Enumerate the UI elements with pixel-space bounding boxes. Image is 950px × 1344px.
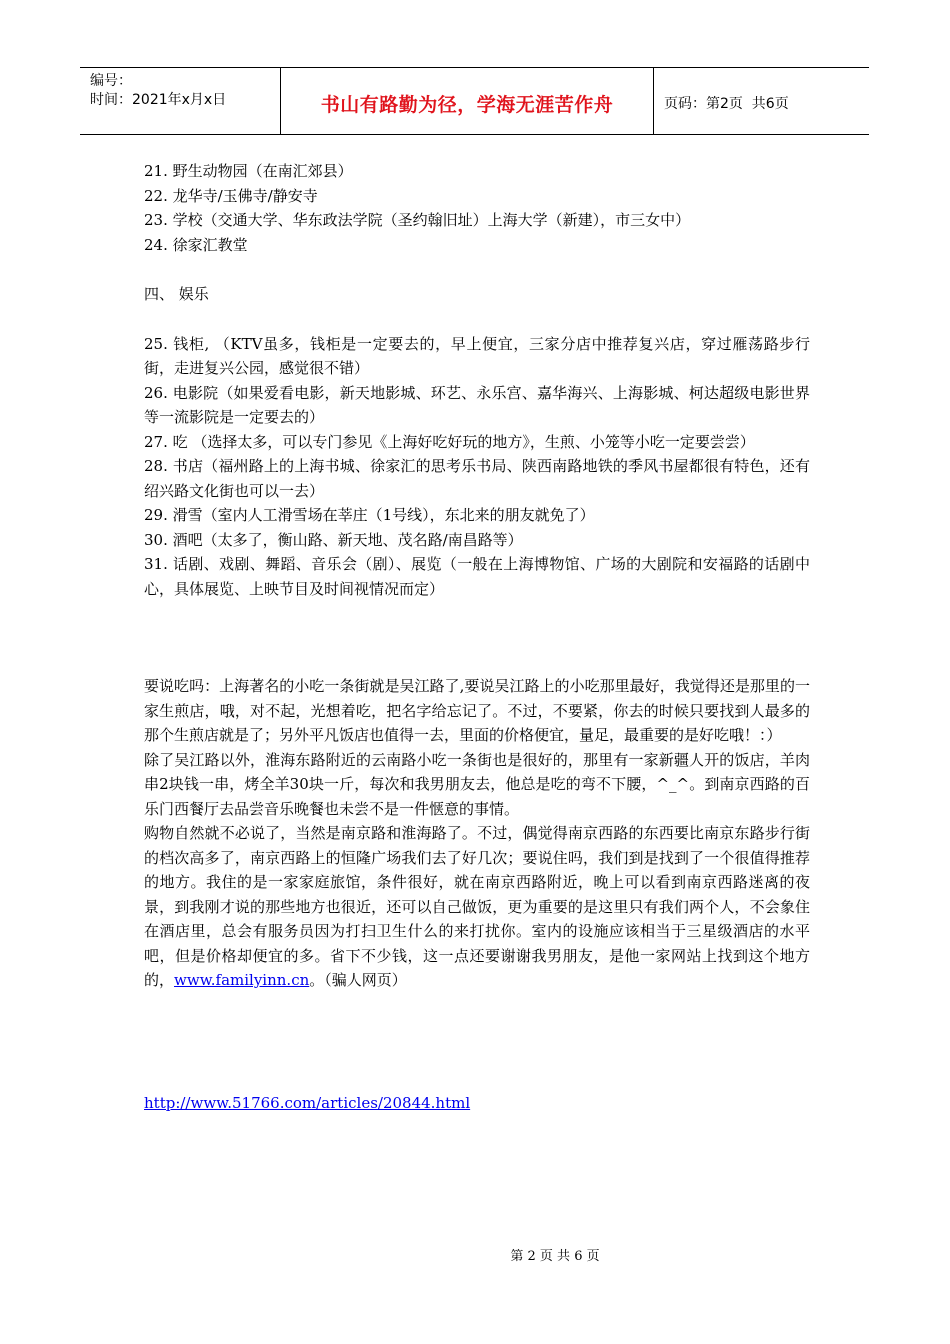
source-link[interactable]: http://www.51766.com/articles/20844.html — [144, 1093, 471, 1112]
section-heading: 四、 娱乐 — [144, 285, 209, 303]
shopping-text-end: 。（骗人网页） — [309, 971, 407, 989]
list-item: 31. 话剧、戏剧、舞蹈、音乐会（剧）、展览（一般在上海博物馆、广场的大剧院和安福路的话剧中心，具体展览、上映节目及时间视情况而定） — [144, 555, 810, 598]
list-item: 27. 吃 （选择太多，可以专门参见《上海好吃好玩的地方》，生煎、小笼等小吃一定要尝尝） — [144, 432, 755, 451]
header-motto: 书山有路勤为径，学海无涯苦作舟 — [281, 68, 654, 134]
list-item: 28. 书店（福州路上的上海书城、徐家汇的思考乐书局、陕西南路地铁的季风书屋都很有特色，还有绍兴路文化街也可以一去） — [144, 457, 810, 500]
list-item: 24. 徐家汇教堂 — [144, 235, 248, 254]
header-meta — [80, 68, 281, 134]
page-info-text: 页码：第2页 共6页 — [664, 96, 789, 112]
list-item: 26. 电影院（如果爱看电影，新天地影城、环艺、永乐宫、嘉华海兴、上海影城、柯达超级电影世界等一流影院是一定要去的） — [144, 383, 810, 426]
food-paragraph-2: 除了吴江路以外，淮海东路附近的云南路小吃一条街也是很好的，那里有一家新疆人开的饭店，羊肉串2块钱一串，烤全羊30块一斤，每次和我男朋友去，他总是吃的弯不下腰，^_^。到南京西路的百乐门西餐厅去品尝音乐晚餐也未尝不是一件惬意的事情。 — [144, 750, 810, 818]
header-page-info — [654, 68, 869, 134]
list-item: 25. 钱柜, （KTV虽多，钱柜是一定要去的，早上便宜，三家分店中推荐复兴店，穿过雁荡路步行街，走进复兴公园，感觉很不错） — [144, 334, 810, 377]
page-footer: 第 2 页 共 6 页 — [510, 1249, 600, 1264]
number-label: 编号： — [90, 73, 132, 89]
shopping-paragraph — [144, 821, 810, 993]
time-label: 时间：2021年x月x日 — [90, 92, 227, 108]
list-item: 21. 野生动物园（在南汇郊县） — [144, 162, 353, 180]
shopping-text: 购物自然就不必说了，当然是南京路和淮海路了。不过，偶觉得南京西路的东西要比南京东路步行街的档次高多了，南京西路上的恒隆广场我们去了好几次；要说住吗，我们到是找到了一个很值得推荐的地方。我住的是一家家庭旅馆，条件很好，就在南京西路附近，晚上可以看到南京西路迷离的夜景，到我刚才说的那些地方也很近，还可以自己做饭，更为重要的是这里只有我们两个人，不会象住在酒店里，总会有服务员因为打扫卫生什么的来打扰你。室内的设施应该相当于三星级酒店的水平吧，但是价格却便宜的多。省下不少钱，这一点还要谢谢我男朋友，是他一家网站上找到这个地方的， — [144, 824, 810, 989]
list-item: 23. 学校（交通大学、华东政法学院（圣约翰旧址）上海大学（新建），市三女中） — [144, 211, 691, 229]
list-item: 29. 滑雪（室内人工滑雪场在莘庄（1号线），东北来的朋友就免了） — [144, 506, 595, 524]
page-header — [80, 67, 869, 135]
food-paragraph: 要说吃吗：上海著名的小吃一条街就是吴江路了,要说吴江路上的小吃那里最好，我觉得还是那里的一家生煎店，哦，对不起，光想着吃，把名字给忘记了。不过，不要紧，你去的时候只要找到人最多的那个生煎店就是了；另外平凡饭店也值得一去，里面的价格便宜，量足，最重要的是好吃哦！：） — [144, 677, 810, 744]
list-item: 30. 酒吧（太多了，衡山路、新天地、茂名路/南昌路等） — [144, 530, 523, 549]
document-body — [144, 159, 810, 1115]
familyinn-link[interactable]: www.familyinn.cn — [174, 971, 310, 989]
list-item: 22. 龙华寺/玉佛寺/静安寺 — [144, 186, 318, 205]
